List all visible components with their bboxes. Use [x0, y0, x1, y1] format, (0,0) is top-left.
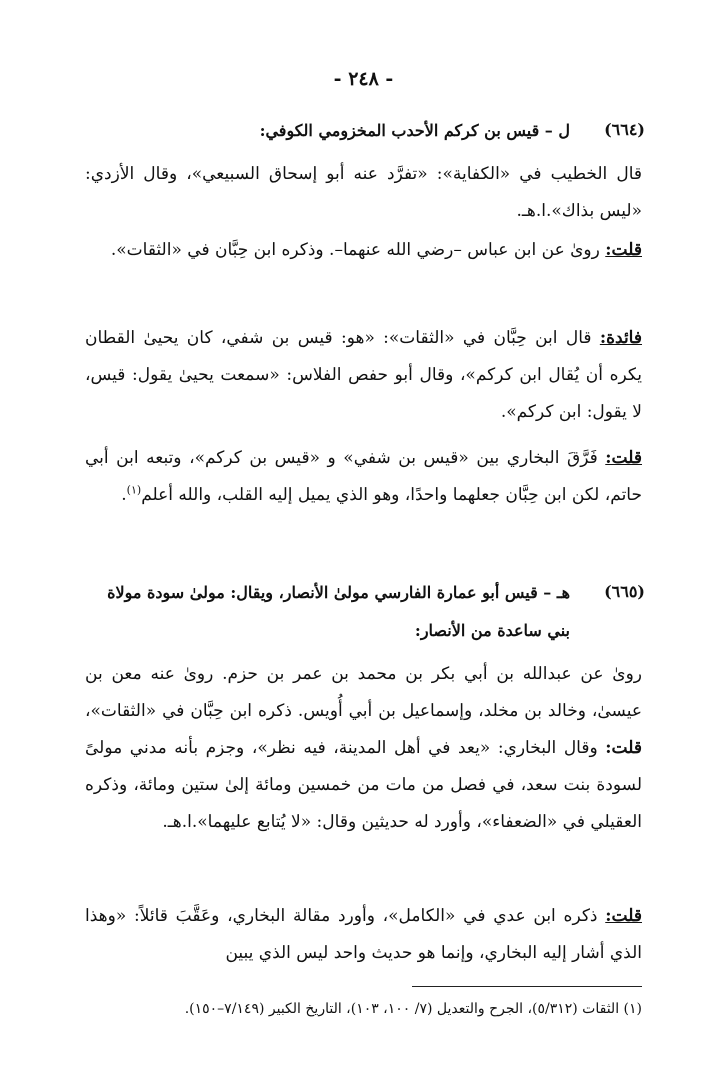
paragraph-664-2 — [85, 232, 642, 269]
paragraph-text: ذكره ابن عدي في «الكامل»، وأورد مقالة البخاري، وعَقَّبَ قائلاً: «وهذا الذي أشار إليه البخاري، وإنما هو حديث واحد ليس الذي يبين — [85, 906, 642, 963]
paragraph-664-4 — [85, 440, 642, 514]
paragraph-text: وقال البخاري: «يعد في أهل المدينة، فيه نظر»، وجزم بأنه مدني مولىً لسودة بنت سعد، في فصل من مات من خمسين ومائة إلىٰ ستين ومائة، وذكره العقيلي في «الضعفاء»، وأورد له حديثين وقال: «لا يُتابع عليهما».ا.هـ. — [85, 738, 642, 832]
entry-number-665: (٦٦٥) — [604, 582, 645, 601]
paragraph-text: روىٰ عن عبدالله بن أبي بكر بن محمد بن عمر بن حزم. روىٰ عنه معن بن عيسىٰ، وخالد بن مخلد، وإسماعيل بن أبي أُويس. ذكره ابن حِبَّان في «الثقات»، — [85, 664, 642, 721]
paragraph-text: فَرَّقَ البخاري بين «قيس بن شفي» و «قيس بن كركم»، وتبعه ابن أبي حاتم، لكن ابن حِبَّان جعلهما واحدًا، وهو الذي يميل إليه القلب، والله أعلم — [85, 448, 642, 505]
footnote: (١) الثقات (٥/٣١٢)، الجرح والتعديل (٧/ ١٠٠، ١٠٣)، التاريخ الكبير (٧/١٤٩–١٥٠). — [184, 1001, 642, 1017]
entry-title-665: هـ – قيس أبو عمارة الفارسي مولىٰ الأنصار، ويقال: مولىٰ سودة مولاة بني ساعدة من الأنصار: — [107, 583, 570, 640]
faida-label: فائدة: — [599, 328, 642, 348]
paragraph-664-1: قال الخطيب في «الكفاية»: «تفرَّد عنه أبو إسحاق السبيعي»، وقال الأزدي: «ليس بذاك».ا.هـ. — [85, 164, 642, 221]
qult-label: قلت: — [605, 738, 642, 758]
paragraph-664-3 — [85, 320, 642, 431]
footnote-divider — [412, 986, 642, 987]
entry-title-664: ل – قيس بن كركم الأحدب المخزومي الكوفي: — [259, 121, 570, 140]
qult-label: قلت: — [605, 448, 642, 468]
paragraph-end: . — [121, 485, 127, 505]
page-number: - ٢٤٨ - — [333, 68, 394, 90]
paragraph-665-1 — [85, 656, 642, 841]
qult-label: قلت: — [605, 240, 642, 260]
entry-number-664: (٦٦٤) — [604, 120, 645, 139]
paragraph-text: روىٰ عن ابن عباس –رضي الله عنهما–. وذكره ابن حِبَّان في «الثقات». — [110, 240, 606, 260]
qult-label: قلت: — [605, 906, 642, 926]
footnote-ref: (١) — [126, 483, 142, 497]
paragraph-665-2 — [85, 898, 642, 972]
paragraph-text: قال ابن حِبَّان في «الثقات»: «هو: قيس بن شفي، كان يحيىٰ القطان يكره أن يُقال ابن كركم»، وقال أبو حفص الفلاس: «سمعت يحيىٰ يقول: قيس، لا يقول: ابن كركم». — [85, 328, 642, 422]
